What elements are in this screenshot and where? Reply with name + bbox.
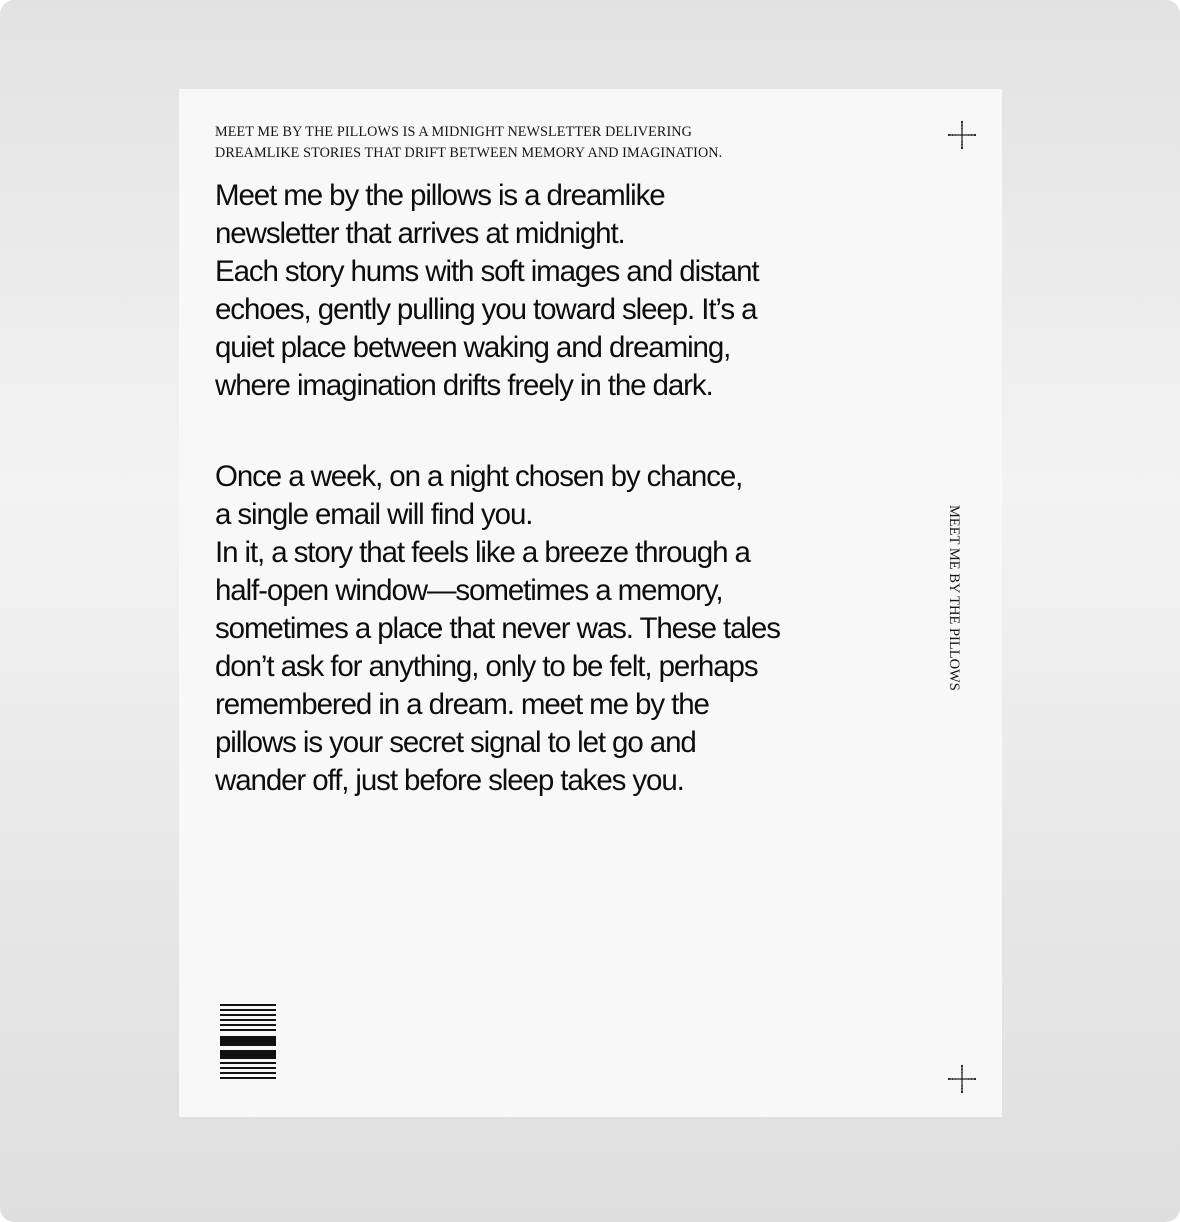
crosshair-icon [946,119,978,151]
paragraph-line: a single email will find you. [215,498,533,531]
paragraph-line: remembered in a dream. meet me by the [215,688,709,721]
paragraph-line: half-open window—sometimes a memory, [215,574,723,607]
paragraph-line: newsletter that arrives at midnight. [215,217,625,250]
paragraph-line: pillows is your secret signal to let go and [215,726,696,759]
paragraph-line: echoes, gently pulling you toward sleep. It’s a [215,293,757,326]
paragraph-line: Each story hums with soft images and distant [215,255,759,288]
paragraph-line: where imagination drifts freely in the dark. [215,369,713,402]
tagline [215,122,815,164]
intro-paragraph [215,177,835,405]
vertical-label: MEET ME BY THE PILLOWS [946,505,962,691]
paragraph-line: wander off, just before sleep takes you. [215,764,684,797]
paragraph-line: sometimes a place that never was. These tales [215,612,780,645]
paragraph-line: In it, a story that feels like a breeze through a [215,536,750,569]
tagline-line: DREAMLIKE STORIES THAT DRIFT BETWEEN MEMORY AND IMAGINATION. [215,145,723,161]
newsletter-card [179,89,1002,1117]
paragraph-line: Meet me by the pillows is a dreamlike [215,179,665,212]
crosshair-icon [946,1063,978,1095]
paragraph-line: Once a week, on a night chosen by chance, [215,460,743,493]
paragraph-line: don’t ask for anything, only to be felt, perhaps [215,650,758,683]
tagline-line: MEET ME BY THE PILLOWS IS A MIDNIGHT NEWSLETTER DELIVERING [215,124,692,140]
paragraph-line: quiet place between waking and dreaming, [215,331,731,364]
details-paragraph [215,458,835,800]
barcode-icon [220,1004,276,1080]
